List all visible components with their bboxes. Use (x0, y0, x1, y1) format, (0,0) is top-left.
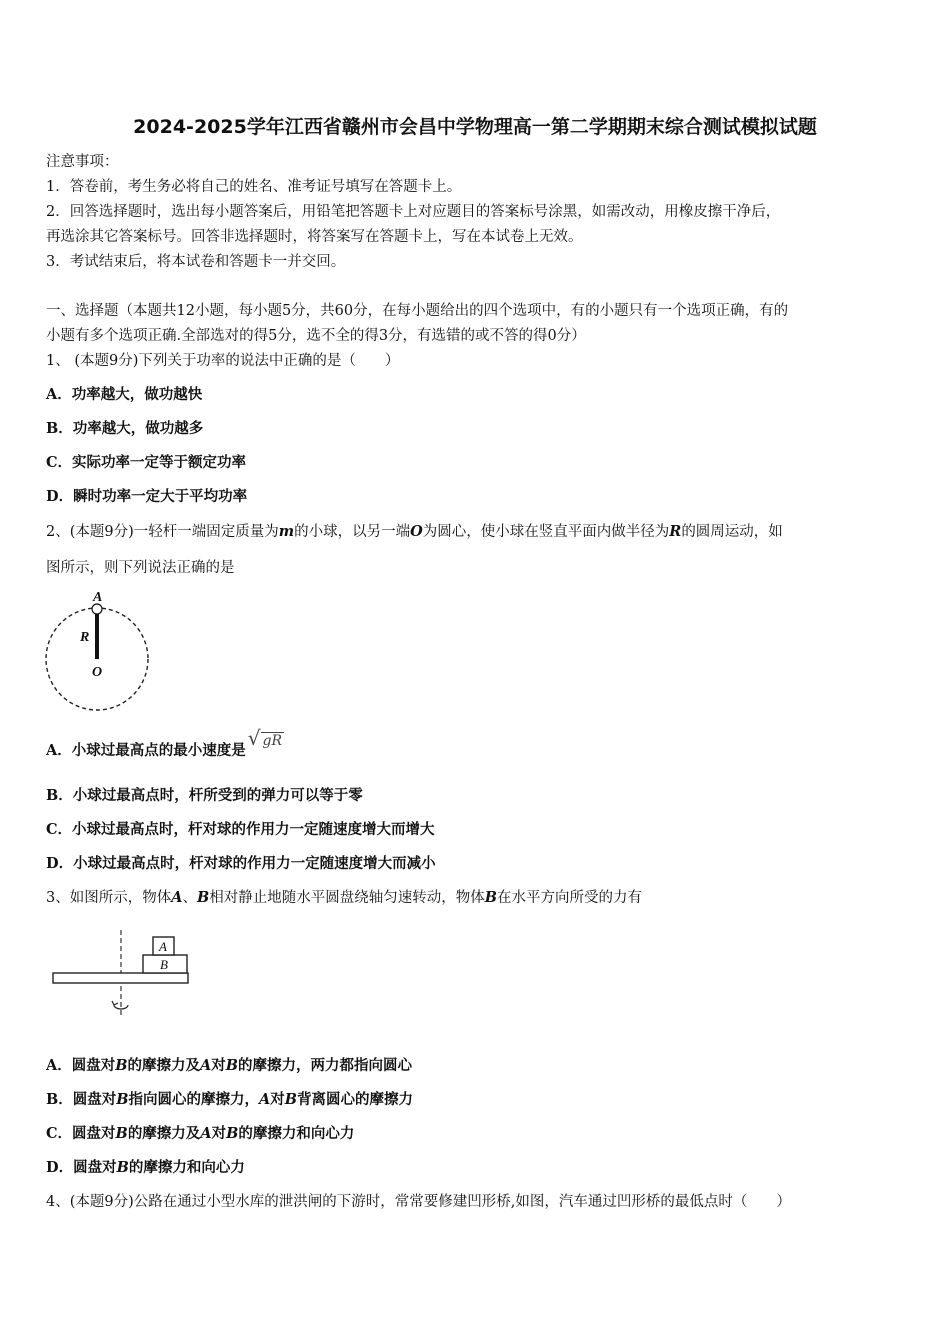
opt-text: C．圆盘对 (46, 1125, 116, 1142)
q3-stem-part: 相对静止地随水平圆盘绕轴匀速转动，物体 (209, 890, 485, 906)
opt-text: 指向圆心的摩擦力， (128, 1091, 260, 1108)
opt-var: A (200, 1057, 212, 1074)
opt-text: 对 (211, 1057, 226, 1074)
q2-stem-part: 的小球，以另一端 (294, 524, 411, 540)
q3-disk-figure (48, 928, 198, 1023)
notice-item: 2．回答选择题时，选出每小题答案后，用铅笔把答题卡上对应题目的答案标号涂黑，如需改动，用橡皮擦干净后， (46, 204, 781, 220)
opt-var: B (226, 1125, 239, 1142)
q1-stem: 1、 (本题9分)下列关于功率的说法中正确的是（ ） (46, 353, 400, 369)
sqrt-formula (247, 726, 284, 750)
opt-var: B (116, 1091, 129, 1108)
q2-var-r: R (669, 523, 682, 540)
opt-var: B (115, 1125, 128, 1142)
opt-var: B (284, 1091, 298, 1108)
opt-var: B (116, 1159, 129, 1176)
q4-stem: 4、(本题9分)公路在通过小型水库的泄洪闸的下游时，常常要修建凹形桥,如图，汽车通过凹形桥的最低点时（ ） (46, 1194, 791, 1210)
opt-text: 的摩擦力和向心力 (238, 1125, 355, 1142)
opt-text: 的摩擦力，两力都指向圆心 (238, 1057, 413, 1074)
label-a: A (93, 590, 103, 605)
q3-stem-part: 、 (182, 890, 197, 906)
q2-stem-line2: 图所示，则下列说法正确的是 (46, 560, 235, 576)
ball (92, 604, 102, 614)
q2-option-b: B．小球过最高点时，杆所受到的弹力可以等于零 (46, 787, 363, 804)
q3-stem (46, 889, 642, 907)
q2-stem (46, 523, 783, 541)
q3-var-a: A (171, 889, 183, 906)
opt-text: 背离圆心的摩擦力 (297, 1091, 414, 1108)
q2-option-a-text: A．小球过最高点的最小速度是 (46, 742, 246, 759)
sqrt-radicand: gR (262, 733, 283, 749)
opt-text: B．圆盘对 (46, 1091, 117, 1108)
notice-heading: 注意事项： (46, 154, 119, 170)
q2-circle-figure (40, 586, 160, 716)
q3-var-b: B (484, 889, 498, 906)
q2-option-a (46, 726, 284, 760)
q1-option-d: D．瞬时功率一定大于平均功率 (46, 488, 248, 505)
q3-option-a (46, 1057, 412, 1075)
section-heading-line1: 一、选择题（本题共12小题，每小题5分，共60分，在每小题给出的四个选项中，有的小题只有一个选项正确，有的 (46, 303, 789, 319)
q3-stem-part: 在水平方向所受的力有 (497, 890, 643, 906)
section-heading-line2: 小题有多个选项正确.全部选对的得5分，选不全的得3分，有选错的或不答的得0分） (46, 328, 586, 344)
page-title: 2024-2025学年江西省赣州市会昌中学物理高一第二学期期末综合测试模拟试题 (133, 116, 817, 138)
q3-option-c (46, 1125, 354, 1143)
notice-item: 1．答卷前，考生务必将自己的姓名、准考证号填写在答题卡上。 (46, 179, 462, 195)
opt-text: A．圆盘对 (46, 1057, 116, 1074)
opt-var: A (200, 1125, 212, 1142)
q1-option-c: C．实际功率一定等于额定功率 (46, 454, 247, 471)
q1-option-a: A．功率越大，做功越快 (46, 386, 203, 403)
label-o: O (92, 665, 103, 680)
opt-text: D．圆盘对 (46, 1159, 117, 1176)
q2-stem-part: 2、(本题9分)一轻杆一端固定质量为 (46, 524, 279, 540)
label-b: B (160, 957, 168, 972)
q2-stem-part: 的圆周运动，如 (681, 524, 783, 540)
opt-text: 对 (270, 1091, 285, 1108)
q3-stem-part: 3、如图所示，物体 (46, 890, 172, 906)
opt-text: 对 (211, 1125, 227, 1142)
opt-var: A (259, 1091, 271, 1108)
opt-var: B (115, 1057, 128, 1074)
notice-item: 3．考试结束后，将本试卷和答题卡一并交回。 (46, 254, 346, 270)
arrow-head-icon (112, 1001, 118, 1005)
opt-text: 的摩擦力和向心力 (128, 1159, 245, 1176)
q1-option-b: B．功率越大，做功越多 (46, 420, 204, 437)
q2-stem-part: 为圆心，使小球在竖直平面内做半径为 (422, 524, 670, 540)
q2-var-m: m (278, 523, 295, 540)
notice-item: 再选涂其它答案标号。回答非选择题时，将答案写在答题卡上，写在本试卷上无效。 (46, 229, 583, 245)
sqrt-sign-icon: √ (247, 726, 261, 750)
q3-var-b: B (197, 889, 210, 906)
opt-var: B (225, 1057, 239, 1074)
opt-text: 的摩擦力及 (127, 1125, 201, 1142)
label-a: A (159, 939, 167, 954)
disk (53, 973, 188, 983)
opt-text: 的摩擦力及 (127, 1057, 201, 1074)
q2-option-c: C．小球过最高点时，杆对球的作用力一定随速度增大而增大 (46, 821, 435, 838)
q2-var-o: O (410, 523, 423, 540)
label-r: R (80, 630, 90, 645)
q3-option-d (46, 1159, 245, 1177)
q3-option-b (46, 1091, 413, 1109)
q2-option-d: D．小球过最高点时，杆对球的作用力一定随速度增大而减小 (46, 855, 436, 872)
